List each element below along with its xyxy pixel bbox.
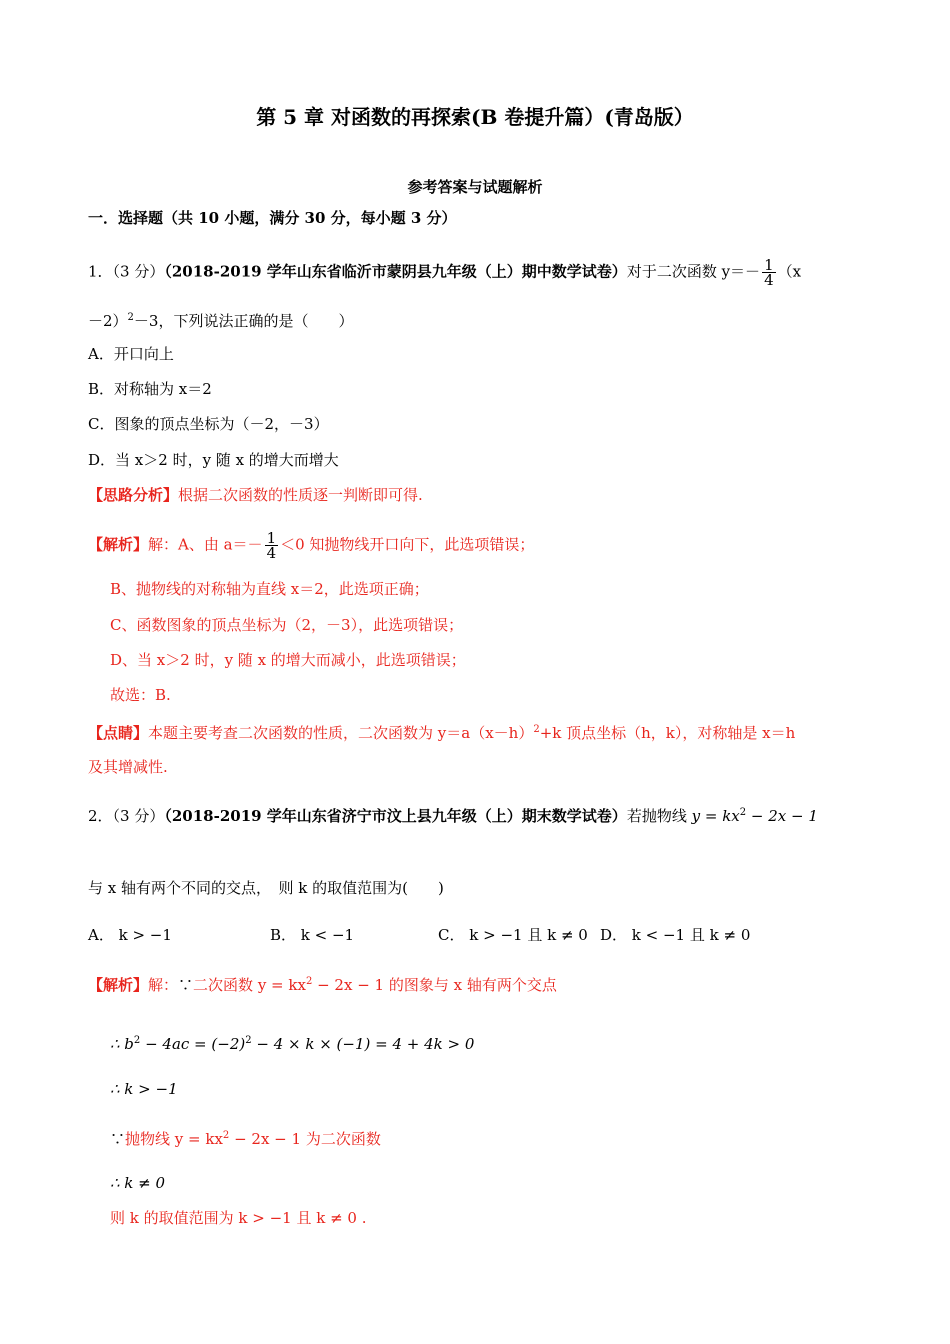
q1-sol-fraction: [265, 531, 279, 560]
q2-solution-line3: [110, 1078, 870, 1100]
q2-sol3: ∴ k > −1: [110, 1080, 178, 1098]
q2-sol1-a: 解：: [148, 976, 179, 994]
q2-solution-line1: [88, 971, 870, 996]
q1-solution-line2: B、抛物线的对称轴为直线 x＝2，此选项正确；: [110, 580, 429, 598]
q2-option-c: C． k > −1 且 k ≠ 0: [438, 926, 588, 944]
q2-solution-line4: [110, 1125, 870, 1150]
q1-solution-label: 【解析】: [88, 535, 149, 554]
q2-sol2-exp1: 2: [133, 1035, 141, 1046]
q1-analysis: [88, 484, 870, 506]
because-symbol: ∵: [178, 976, 194, 994]
q2-option-d: D． k < −1 且 k ≠ 0: [600, 926, 751, 944]
q2-stem-line1: [88, 802, 870, 827]
q1-sol-b: ＜0 知抛物线开口向下，此选项错误；: [280, 535, 535, 554]
q2-sol5: ∴ k ≠ 0: [110, 1174, 166, 1192]
q1-comment-label: 【点睛】: [88, 724, 149, 742]
because-symbol-2: ∵: [110, 1130, 126, 1148]
q1-comment-exponent: 2: [533, 724, 540, 735]
q2-sol2-exp2: 2: [245, 1035, 252, 1046]
q2-stem-line2: 与 x 轴有两个不同的交点， 则 k 的取值范围为( ): [88, 879, 444, 897]
q2-source: （2018-2019 学年山东省济宁市汶上县九年级（上）期末数学试卷）: [164, 807, 627, 825]
q1-comment-line2: 及其增减性.: [88, 758, 168, 776]
q2-sol4-exponent: 2: [222, 1130, 230, 1141]
q1-stem-line2: [88, 307, 870, 332]
q2-sol4-a: 抛物线 y = kx: [125, 1130, 223, 1148]
q1-number: 1．（3 分）: [88, 262, 165, 281]
q2-solution-line2: [110, 1030, 870, 1055]
q1-sol-frac-num: 1: [266, 529, 277, 547]
q2-sol2-b: − 4ac = (−2): [140, 1035, 246, 1053]
q2-option-b: B． k < −1: [270, 926, 355, 944]
q2-solution-label: 【解析】: [88, 976, 149, 994]
q1-solution-line5: 故选：B.: [110, 686, 171, 704]
q1-stem-d: －3，下列说法正确的是（ ）: [133, 312, 354, 330]
page-subtitle: 参考答案与试题解析: [407, 178, 543, 196]
q1-frac-den: 4: [764, 271, 774, 289]
q2-stem-a: 若抛物线: [626, 807, 687, 825]
q1-solution-line1: [88, 531, 870, 560]
q1-fraction: [762, 258, 776, 287]
q1-stem-a: 对于二次函数 y＝－: [626, 262, 761, 281]
q2-solution-line6: 则 k 的取值范围为 k > −1 且 k ≠ 0 .: [110, 1209, 367, 1227]
q2-sol2-a: ∴ b: [110, 1035, 134, 1053]
q1-solution-line3: C、函数图象的顶点坐标为（2，－3），此选项错误；: [110, 616, 464, 634]
q1-comment-b: +k 顶点坐标（h，k），对称轴是 x＝h: [539, 724, 796, 742]
q2-number: 2．（3 分）: [88, 807, 165, 825]
q2-sol1-b: 二次函数 y = kx: [193, 976, 306, 994]
q2-sol1-exponent: 2: [305, 976, 313, 987]
q1-comment-line1: [88, 719, 870, 744]
q1-stem-b: （x: [777, 262, 802, 281]
q1-source: （2018-2019 学年山东省临沂市蒙阴县九年级（上）期中数学试卷）: [164, 262, 627, 281]
q1-exponent: 2: [127, 312, 134, 323]
q1-option-d: D．当 x＞2 时，y 随 x 的增大而增大: [88, 451, 339, 469]
q1-option-c: C．图象的顶点坐标为（－2，－3）: [88, 415, 329, 433]
q2-formula-exponent: 2: [739, 807, 747, 818]
q2-formula-b: − 2x − 1: [746, 807, 818, 825]
q2-option-a: A． k > −1: [88, 926, 172, 944]
q1-analysis-text: 根据二次函数的性质逐一判断即可得.: [178, 486, 423, 504]
section-heading: 一．选择题（共 10 小题，满分 30 分，每小题 3 分）: [88, 209, 457, 227]
q1-comment-a: 本题主要考查二次函数的性质，二次函数为 y＝a（x－h）: [148, 724, 534, 742]
q1-analysis-label: 【思路分析】: [88, 486, 179, 504]
q2-formula-a: y = kx: [691, 807, 740, 825]
q1-stem-line1: [88, 258, 870, 287]
page-title: 第 5 章 对函数的再探索(B 卷提升篇）(青岛版）: [256, 105, 694, 129]
q2-sol1-c: − 2x − 1 的图象与 x 轴有两个交点: [312, 976, 557, 994]
q1-frac-num: 1: [764, 256, 774, 274]
q2-solution-line5: [110, 1172, 870, 1194]
q2-sol4-b: − 2x − 1 为二次函数: [229, 1130, 381, 1148]
q1-option-a: A．开口向上: [88, 345, 174, 363]
q1-sol-frac-den: 4: [266, 544, 277, 562]
q1-option-b: B．对称轴为 x＝2: [88, 380, 212, 398]
q2-sol2-c: − 4 × k × (−1) = 4 + 4k > 0: [251, 1035, 475, 1053]
q1-sol-a: 解：A、由 a＝－: [148, 535, 263, 554]
q1-stem-c: －2）: [88, 312, 128, 330]
q1-solution-line4: D、当 x＞2 时，y 随 x 的增大而减小，此选项错误；: [110, 651, 466, 669]
